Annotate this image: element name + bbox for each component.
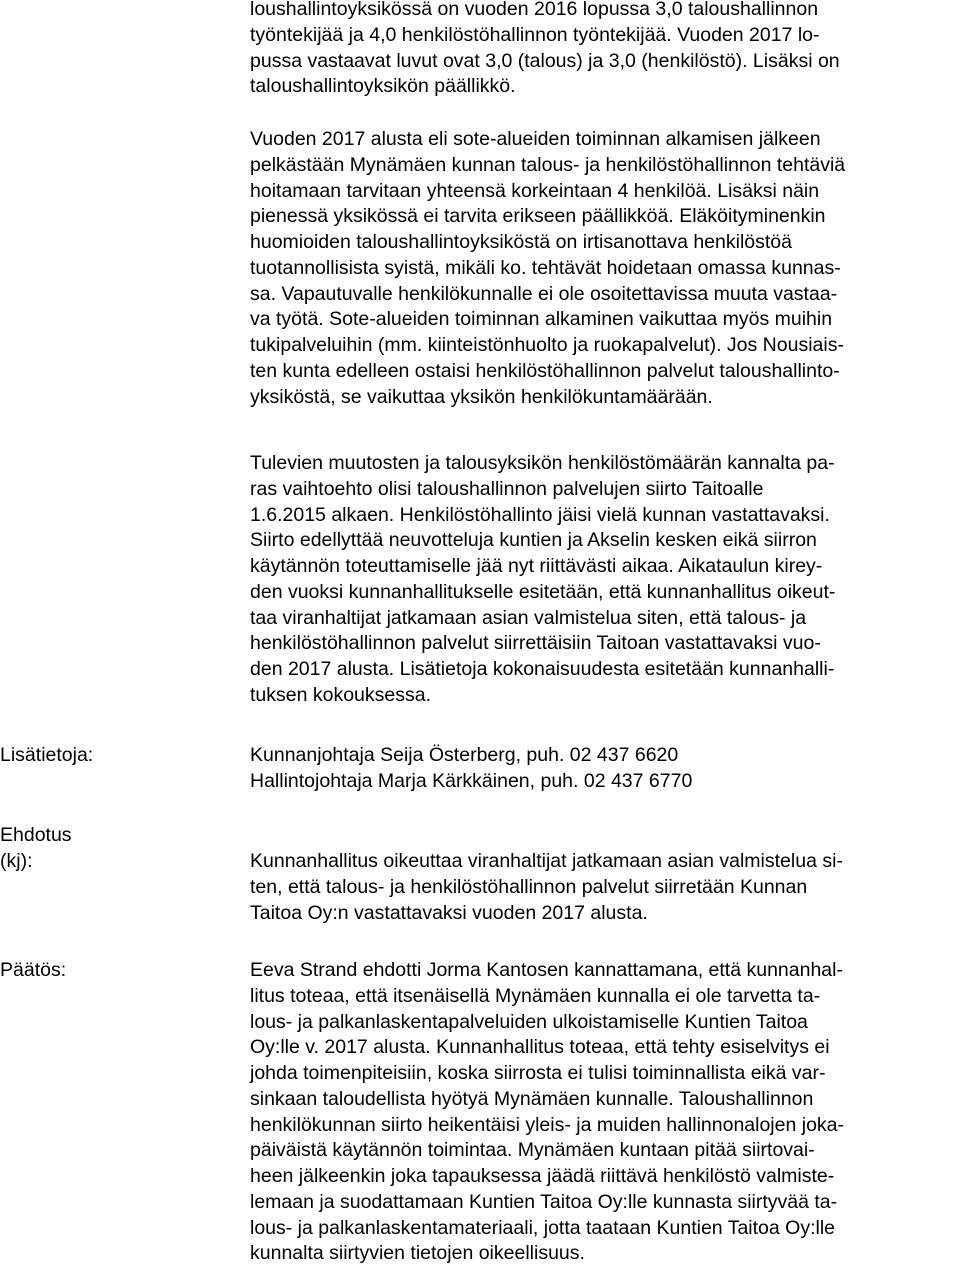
text-line: käytännön toteuttamiselle jää nyt riittävästi aikaa. Aikataulun kirey-	[250, 555, 823, 577]
text-line: ras vaihtoehto olisi taloushallinnon palvelujen siirto Taitoalle	[250, 477, 764, 500]
contact-line: Hallintojohtaja Marja Kärkkäinen, puh. 02 437 6770	[250, 769, 693, 792]
contact-line: Kunnanjohtaja Seija Österberg, puh. 02 437 6620	[250, 744, 679, 766]
text-line: henkilökunnan siirto heikentäisi yleis- ja muiden hallinnonalojen joka-	[250, 1113, 845, 1136]
text-line: Eeva Strand ehdotti Jorma Kantosen kannattamana, että kunnanhal-	[250, 959, 843, 981]
text-line: johda toimenpiteisiin, koska siirrosta ei tulisi toiminnallista eikä var-	[250, 1062, 826, 1084]
text-line: Oy:lle v. 2017 alusta. Kunnanhallitus toteaa, että tehty esiselvitys ei	[250, 1036, 830, 1059]
text-line: henkilöstöhallinnon palvelut siirrettäisiin Taitoan vastattavaksi vuo-	[250, 632, 821, 655]
label-text: Lisätietoja:	[0, 744, 94, 766]
text-line: Vuoden 2017 alusta eli sote-alueiden toiminnan alkamisen jälkeen	[250, 128, 821, 150]
text-line: pienessä yksikössä ei tarvita erikseen päällikköä. Eläköityminenkin	[250, 205, 826, 228]
paatos-text	[250, 958, 960, 1267]
paragraph-tulevien-muutosten	[250, 451, 960, 709]
lisatietoja-label	[0, 743, 200, 769]
text-line: työntekijää ja 4,0 henkilöstöhallinnon työntekijää. Vuoden 2017 lo-	[250, 23, 820, 46]
text-line: ten kunta edelleen ostaisi henkilöstöhallinnon palvelut taloushallinto-	[250, 359, 840, 382]
paragraph-continuation	[250, 0, 960, 100]
text-line: tukipalveluihin (mm. kiinteistönhuolto ja ruokapalvelut). Jos Nousiais-	[250, 334, 844, 356]
text-line: Tulevien muutosten ja talousyksikön henkilöstömäärän kannalta pa-	[250, 452, 835, 474]
text-line: sinkaan taloudellista hyötyä Mynämäen kunnalle. Taloushallinnon	[250, 1087, 814, 1110]
text-line: lous- ja palkanlaskentapalveluiden ulkoistamiselle Kuntien Taitoa	[250, 1010, 808, 1033]
text-line: 1.6.2015 alkaen. Henkilöstöhallinto jäisi vielä kunnan vastattavaksi.	[250, 503, 830, 526]
ehdotus-text	[250, 849, 960, 926]
text-line: taa viranhaltijat jatkamaan asian valmistelua siten, että talous- ja	[250, 606, 807, 629]
text-line: litus toteaa, että itsenäisellä Mynämäen kunnalla ei ole tarvetta ta-	[250, 984, 821, 1007]
text-line: ten, että talous- ja henkilöstöhallinnon palvelut siirretään Kunnan	[250, 875, 808, 898]
text-line: Siirto edellyttää neuvotteluja kuntien ja Akselin kesken eikä siirron	[250, 529, 817, 552]
label-text: Ehdotus	[0, 824, 72, 846]
text-line: den vuoksi kunnanhallitukselle esitetään, että kunnanhallitus oikeut-	[250, 580, 836, 603]
text-line: sa. Vapautuvalle henkilökunnalle ei ole osoitettavissa muuta vastaa-	[250, 282, 838, 305]
text-line: päiväistä käytännön toimintaa. Mynämäen kuntaan pitää siirtovai-	[250, 1139, 815, 1162]
text-line: hoitamaan tarvitaan yhteensä korkeintaan 4 henkilöä. Lisäksi näin	[250, 179, 820, 202]
text-line: huomioiden taloushallintoyksiköstä on irtisanottava henkilöstöä	[250, 231, 792, 253]
text-line: lemaan ja suodattamaan Kuntien Taitoa Oy:lle kunnasta siirtyvää ta-	[250, 1190, 838, 1213]
text-line: kunnalta siirtyvien tietojen oikeellisuus.	[250, 1242, 585, 1265]
text-line: va työtä. Sote-alueiden toiminnan alkaminen vaikuttaa myös muihin	[250, 308, 833, 331]
text-line: lous- ja palkanlaskentamateriaali, jotta taataan Kuntien Taitoa Oy:lle	[250, 1216, 835, 1239]
text-line: yksiköstä, se vaikuttaa yksikön henkilökuntamäärään.	[250, 385, 713, 408]
ehdotus-label	[0, 823, 200, 875]
text-line: taloushallintoyksikön päällikkö.	[250, 75, 516, 98]
text-line: tuotannollisista syistä, mikäli ko. tehtävät hoidetaan omassa kunnas-	[250, 256, 841, 279]
text-line: tuksen kokouksessa.	[250, 683, 432, 706]
text-line: Taitoa Oy:n vastattavaksi vuoden 2017 alusta.	[250, 901, 648, 924]
lisatietoja-contacts	[250, 743, 960, 795]
text-line: pussa vastaavat luvut ovat 3,0 (talous) ja 3,0 (henkilöstö). Lisäksi on	[250, 49, 840, 72]
paragraph-sote	[250, 127, 960, 410]
text-line: heen jälkeenkin joka tapauksessa jäädä riittävä henkilöstö valmiste-	[250, 1165, 835, 1187]
label-text: (kj):	[0, 849, 33, 872]
text-line: pelkästään Mynämäen kunnan talous- ja henkilöstöhallinnon tehtäviä	[250, 153, 846, 176]
text-line: loushallintoyksikössä on vuoden 2016 lopussa 3,0 taloushallinnon	[250, 0, 819, 20]
text-line: den 2017 alusta. Lisätietoja kokonaisuudesta esitetään kunnanhalli-	[250, 658, 835, 680]
paatos-label	[0, 958, 200, 984]
text-line: Kunnanhallitus oikeuttaa viranhaltijat jatkamaan asian valmistelua si-	[250, 850, 843, 872]
label-text: Päätös:	[0, 959, 67, 981]
